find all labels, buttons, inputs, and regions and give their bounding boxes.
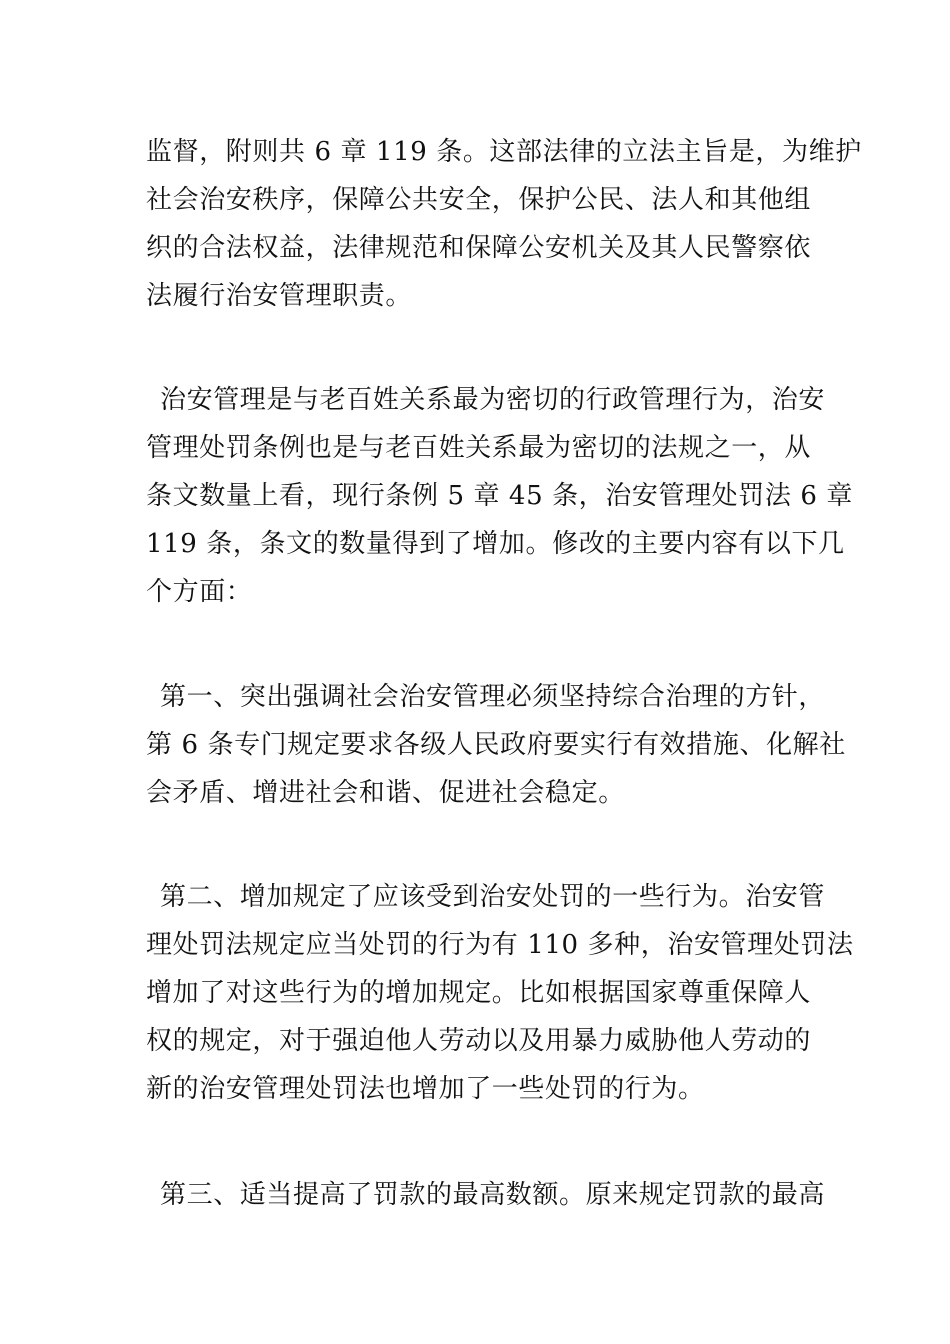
text-line: 织的合法权益，法律规范和保障公安机关及其人民警察依 — [146, 233, 812, 263]
text-line: 第一、突出强调社会治安管理必须坚持综合治理的方针， — [160, 682, 826, 712]
text-line: 权的规定，对于强迫他人劳动以及用暴力威胁他人劳动的 — [146, 1026, 812, 1056]
text-line: 个方面： — [146, 577, 253, 607]
text-line: 第二、增加规定了应该受到治安处罚的一些行为。治安管 — [160, 882, 826, 912]
text-line: 会矛盾、增进社会和谐、促进社会稳定。 — [146, 778, 625, 808]
text-line: 管理处罚条例也是与老百姓关系最为密切的法规之一，从 — [146, 433, 812, 463]
text-line: 法履行治安管理职责。 — [146, 281, 413, 311]
text-line: 第三、适当提高了罚款的最高数额。原来规定罚款的最高 — [160, 1180, 826, 1210]
text-line: 理处罚法规定应当处罚的行为有 110 多种，治安管理处罚法 — [146, 930, 854, 960]
text-line: 社会治安秩序，保障公共安全，保护公民、法人和其他组 — [146, 185, 812, 215]
text-line: 监督，附则共 6 章 119 条。这部法律的立法主旨是，为维护 — [146, 137, 862, 167]
text-line: 新的治安管理处罚法也增加了一些处罚的行为。 — [146, 1074, 705, 1104]
text-line: 治安管理是与老百姓关系最为密切的行政管理行为，治安 — [160, 385, 826, 415]
text-line: 119 条，条文的数量得到了增加。修改的主要内容有以下几 — [146, 529, 845, 559]
text-line: 第 6 条专门规定要求各级人民政府要实行有效措施、化解社 — [146, 730, 846, 760]
text-line: 条文数量上看，现行条例 5 章 45 条，治安管理处罚法 6 章 — [146, 481, 853, 511]
text-line: 增加了对这些行为的增加规定。比如根据国家尊重保障人 — [146, 978, 812, 1008]
